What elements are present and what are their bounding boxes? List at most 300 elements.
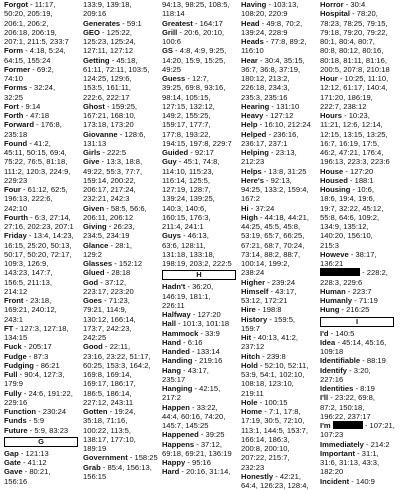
index-entry: Help - 16:10, 212:24 — [241, 120, 311, 130]
index-entry: 94:25, 133:2, 159:4, — [241, 185, 309, 194]
index-term: FT — [4, 323, 14, 333]
index-entry: 206:17, 217:24, — [83, 185, 136, 194]
index-entry: 73:14, 88:2, 88:7, — [241, 249, 301, 259]
index-term: Hang — [162, 365, 181, 375]
index-entry: 125:23, 125:24, — [83, 37, 136, 46]
index-entry: FT - 127:3, 127:18, — [4, 323, 69, 333]
index-entry: 207:22, 215:7, — [241, 453, 290, 463]
index-entry: 55:8, 64:6, 109:2, — [320, 212, 380, 222]
index-term: Happens — [162, 439, 195, 449]
index-entry: Full - 90:4, 127:3, — [4, 370, 65, 379]
index-entry: I'm - 107:21, — [320, 421, 395, 430]
index-term: Home — [241, 407, 263, 416]
index-entry: 124:25, 129:6, — [83, 74, 132, 83]
index-entry: 23:16, 23:22, 51:17, — [83, 351, 151, 361]
section-letter-header: G — [4, 437, 78, 447]
index-entry: Hammock - 33:9 — [162, 328, 220, 338]
index-term: Help — [241, 120, 258, 130]
index-entry: 50:20, 205:19, — [4, 9, 53, 19]
index-entry: Hanging - 42:15, — [162, 384, 221, 393]
index-entry: Identify - 3:20, — [320, 365, 371, 375]
index-term: Guided — [162, 148, 189, 157]
index-entry: 16:7, 16:19, 17:5, — [320, 138, 380, 148]
index-term: Guess — [162, 74, 186, 83]
index-entry: 173:7, 242:23, — [83, 323, 132, 333]
index-entry: 238:24 — [241, 268, 265, 278]
index-entry: 212:23 — [241, 157, 265, 167]
index-term: Happened — [162, 430, 199, 440]
index-entry: 31:6, 31:13, 43:3, — [320, 458, 380, 467]
index-entry: GS - 4:8, 4:9, 9:25, — [162, 46, 227, 56]
index-term: Former — [4, 64, 31, 74]
index-entry: 19:7, 32:22, 45:12, — [320, 203, 384, 213]
index-entry: Friday - 13:4, 14:23, — [4, 231, 74, 241]
index-entry: 236:17, 237:1 — [241, 138, 288, 148]
index-term: Handed — [162, 347, 190, 356]
index-term: Form — [4, 46, 23, 56]
index-entry: 234:5, 234:19 — [83, 231, 130, 241]
index-term: Identities — [320, 384, 354, 393]
index-entry: 64:15, 155:24 — [4, 55, 51, 65]
index-entry: 49:25 — [162, 64, 182, 74]
index-term: Forth — [4, 111, 24, 120]
index-entry: 127:11, 127:12 — [83, 46, 134, 56]
index-entry: Heads - 77:8, 89:2, — [241, 37, 307, 46]
index-term: Glance — [83, 240, 109, 250]
index-entry: Grab - 85:4, 156:13, — [83, 462, 152, 472]
index-entry: 107:23 — [320, 430, 344, 440]
index-entry: 235:18 — [4, 129, 28, 139]
index-entry: Give - 13:3, 18:8, — [83, 157, 143, 167]
index-entry: Forms - 32:24, — [4, 83, 56, 93]
index-entry: 211:4, 241:1 — [162, 222, 204, 231]
index-entry: 206:11, 206:12 — [83, 212, 134, 222]
index-term: Immediately — [320, 439, 364, 449]
index-entry: 146:19, 181:1, — [162, 291, 211, 301]
index-entry: Hard - 20:16, 31:14, — [162, 467, 231, 477]
index-entry: Government - 158:25 — [83, 453, 158, 463]
index-entry: 67:21, 68:7, 70:24, — [241, 240, 305, 250]
index-entry: Helping - 23:13, — [241, 148, 297, 157]
index-term: Hold — [241, 360, 258, 370]
index-term: Giovanne — [83, 129, 118, 139]
index-entry: 227:16 — [320, 374, 344, 384]
index-entry: - 228:2, — [320, 268, 398, 277]
index-entry: 16:15, 25:20, 50:13, — [4, 240, 72, 250]
index-term: Humanly — [320, 296, 353, 305]
index-term: Howeve — [320, 249, 349, 259]
index-entry: Gate - 41:12 — [4, 458, 47, 467]
index-term: Give — [83, 157, 100, 167]
index-entry: 111:2, 120:3, 224:9, — [4, 166, 71, 176]
index-term: Glued — [83, 268, 105, 278]
index-column-2 — [83, 0, 162, 481]
index-entry: 235:3, 235:16 — [241, 92, 288, 102]
index-term: Hit — [241, 333, 252, 342]
index-entry: 159:14, 200:22, — [83, 175, 136, 185]
index-entry: Important - 31:1, — [320, 448, 379, 458]
index-entry: 200:5, 207:8, 210:18 — [320, 64, 390, 74]
index-entry: 44:4, 60:16, 74:20, — [162, 411, 226, 421]
index-entry: Head - 49:8, 70:2, — [241, 18, 303, 28]
index-term: Hospital — [320, 9, 350, 19]
index-entry: 36:7, 36:8, 37:19, — [241, 64, 301, 74]
index-entry: 167:2 — [241, 194, 261, 204]
index-entry: Funds - 5:9 — [4, 416, 45, 426]
index-term: Happy — [162, 458, 186, 467]
index-term: Greatest — [162, 18, 193, 28]
index-entry: 186:5, 186:14, — [83, 388, 132, 398]
index-entry: 156:5, 211:13, — [4, 277, 52, 287]
index-term: Four — [4, 185, 21, 194]
index-term: Hour — [320, 74, 338, 83]
index-entry: 232:21, 242:3 — [83, 194, 130, 204]
index-entry: Glance - 28:1, — [83, 240, 132, 250]
index-term: Halfway — [162, 310, 191, 319]
index-entry: 109:18 — [320, 347, 344, 356]
index-term: Given — [83, 203, 105, 213]
index-entry: Higher - 239:24 — [241, 277, 296, 287]
index-entry: 217:2 — [162, 393, 182, 403]
index-entry: Fudging - 86:21 — [4, 360, 60, 370]
index-entry: 78:23, 78:25, 79:15, — [320, 18, 388, 28]
index-term: Government — [83, 453, 128, 463]
index-entry: Gap - 121:13 — [4, 448, 49, 458]
index-term: Fully — [4, 388, 22, 398]
index-entry: 14:20, 15:9, 15:25, — [162, 55, 226, 65]
index-entry: Fudge - 87:3 — [4, 351, 49, 361]
index-entry: 114:10, 115:23, — [162, 166, 214, 176]
index-term: Housing — [320, 185, 351, 194]
index-entry: Glued - 28:18 — [83, 268, 131, 278]
index-entry: 69:18, 69:21, 136:19 — [162, 448, 232, 458]
index-entry: 98:14, 105:15, — [162, 92, 211, 102]
index-entry: Incident - 140:9 — [320, 476, 375, 486]
index-entry: 207:1, 211:5, 233:7 — [4, 37, 69, 46]
index-entry: Front - 23:18, — [4, 296, 52, 305]
index-entry: Forward - 176:8, — [4, 120, 62, 130]
index-term: Front — [4, 296, 24, 305]
index-entry: Four - 61:12, 62:5, — [4, 185, 68, 194]
index-entry: 136:21 — [320, 259, 344, 268]
redaction-bar — [320, 268, 360, 276]
index-entry: 227:12, 243:11 — [83, 397, 134, 407]
section-letter-header: I — [320, 317, 394, 327]
index-term: Goes — [83, 296, 102, 305]
index-entry: 173:18, 173:20 — [83, 120, 134, 130]
index-column-5 — [320, 0, 399, 486]
index-entry: Hearing - 131:10 — [241, 101, 300, 111]
index-term: Handing — [162, 356, 193, 366]
index-entry: 127:15, 132:12, — [162, 101, 215, 111]
index-entry: 243:1 — [4, 314, 24, 324]
index-entry: 60:25, 153:3, 164:2, — [83, 360, 151, 370]
index-entry: 169:8, 169:14, — [83, 370, 132, 379]
index-entry: 232:23 — [241, 462, 265, 472]
index-entry: 87:2, 150:18, — [320, 402, 365, 412]
index-entry: 166:14, 186:3, — [241, 434, 290, 444]
index-entry: Identities - 8:19 — [320, 384, 375, 393]
index-entry: 179:9 — [4, 379, 24, 389]
index-term: Hear — [241, 55, 258, 65]
index-entry: Fuck - 205:17 — [4, 342, 52, 352]
index-entry: 140:20, 156:10, — [320, 231, 373, 241]
index-entry: Helped - 236:16, — [241, 129, 299, 139]
index-entry: 63:6, 128:11, — [162, 240, 206, 250]
index-term: Giving — [83, 222, 107, 231]
index-entry: Giovanne - 128:6, — [83, 129, 146, 139]
index-entry: 214:12 — [4, 286, 28, 296]
index-entry: GEO - 125:22, — [83, 27, 132, 37]
index-entry: Ghost - 159:25, — [83, 101, 138, 111]
index-term: History — [241, 314, 268, 324]
index-entry: 44:25, 45:5, 45:8, — [241, 222, 301, 231]
index-term: Fudging — [4, 360, 34, 370]
index-term: Helping — [241, 148, 269, 157]
index-entry: I'd - 140:5 — [320, 328, 355, 338]
index-entry: 200:8, 200:10, — [241, 444, 290, 453]
index-entry: 198:19, 203:2, 222:5 — [162, 259, 232, 268]
index-entry: 223:17, 223:20 — [83, 286, 134, 296]
index-entry: Identifiable - 88:19 — [320, 356, 386, 366]
index-entry: Hole - 100:15 — [241, 397, 288, 407]
index-entry: Guided - 92:17 — [162, 148, 214, 157]
index-entry: 80:18, 81:11, 81:16, — [320, 55, 387, 65]
index-column-3 — [162, 0, 241, 477]
index-entry: 143:23, 147:7, — [4, 268, 53, 278]
index-entry: 139:24, 139:25, — [162, 194, 215, 204]
index-term: Himself — [241, 286, 269, 296]
index-entry: 17:19, 30:5, 72:10, — [241, 416, 305, 426]
index-term: Guy — [162, 157, 177, 167]
index-entry: High - 44:18, 44:21, — [241, 212, 309, 222]
index-term: Getting — [83, 55, 110, 65]
index-entry: 169:21, 240:12, — [4, 305, 57, 315]
index-entry: 80:1, 80:4, 80:7, — [320, 37, 375, 46]
index-entry: 159:17, 177:7, — [162, 120, 211, 130]
index-entry: Getting - 45:18, — [83, 55, 138, 65]
index-entry: 237:12 — [241, 342, 265, 352]
index-term: Hi — [241, 203, 249, 213]
index-term: Happen — [162, 402, 190, 412]
index-entry: 113:1, 144:5, 153:7, — [241, 425, 308, 435]
index-entry: 228:3, 229:6 — [320, 277, 363, 287]
index-term: Human — [320, 286, 346, 296]
index-entry: Handed - 133:14 — [162, 347, 220, 356]
index-entry: 196:13, 223:3, 223:6 — [320, 157, 390, 167]
index-term: Gate — [4, 458, 21, 467]
index-entry: 27:16, 202:23, 207:1 — [4, 222, 74, 231]
index-entry: 39:25, 69:8, 93:16, — [162, 83, 226, 93]
index-entry: Forgot - 11:17, — [4, 0, 56, 9]
index-entry: Guys - 46:13, — [162, 231, 209, 241]
index-entry: 46:2, 47:21, 176:4, — [320, 148, 384, 157]
index-entry: 64:4, 126:23, 128:4, — [241, 481, 309, 490]
index-entry: Hand - 6:16 — [162, 337, 203, 347]
index-term: Hammock — [162, 328, 199, 338]
index-term: Gap — [4, 448, 19, 458]
index-entry: 12:15, 13:15, 13:25, — [320, 129, 388, 139]
index-entry: Hours - 10:23, — [320, 111, 370, 120]
index-term: I'd — [320, 328, 329, 338]
index-term: GEO — [83, 27, 100, 37]
index-entry: Goes - 71:23, — [83, 296, 130, 305]
index-term: Fourth — [4, 212, 29, 222]
index-entry: 129:2 — [83, 249, 103, 259]
index-term: Having — [241, 0, 267, 9]
index-entry: Guess - 12:7, — [162, 74, 209, 83]
index-term: House — [320, 166, 344, 176]
index-term: Forward — [4, 120, 34, 130]
index-entry: God - 37:12, — [83, 277, 127, 287]
index-entry: Former - 69:2, — [4, 64, 54, 74]
index-entry: 11:21, 12:6, 12:14, — [320, 120, 383, 130]
index-entry: Hold - 52:10, 52:11, — [241, 360, 309, 370]
index-entry: Horror - 30:4 — [320, 0, 366, 9]
index-term: Function — [4, 407, 37, 416]
index-entry: 235:17 — [162, 374, 186, 384]
index-term: Hanging — [162, 384, 193, 393]
index-entry: 45:11, 50:15, 69:4, — [4, 148, 67, 157]
index-entry: 156:16 — [4, 476, 28, 486]
index-entry: 177:8, 193:22, — [162, 129, 211, 139]
index-term: Gave — [4, 467, 23, 477]
index-entry: Greatest - 164:17 — [162, 18, 223, 28]
index-term: Helped — [241, 129, 267, 139]
index-term: Grill — [162, 27, 178, 37]
index-term: Hours — [320, 111, 342, 120]
index-entry: House - 127:20 — [320, 166, 374, 176]
index-entry: Here's - 92:13, — [241, 175, 292, 185]
index-term: Grab — [83, 462, 101, 472]
index-entry: Helps - 13:8, 31:25 — [241, 166, 307, 176]
index-entry: 79:21, 114:9, — [83, 305, 127, 315]
index-entry: 139:24, 228:9 — [241, 27, 288, 37]
index-entry: History - 159:5, — [241, 314, 296, 324]
index-term: Found — [4, 138, 28, 148]
index-entry: 127:19, 128:7, — [162, 185, 211, 194]
index-entry: 18:6, 19:4, 19:6, — [320, 194, 375, 204]
index-entry: Hour - 10:25, 11:10, — [320, 74, 389, 83]
index-entry: 226:18, 234:3, — [241, 83, 290, 93]
index-entry: Hire - 198:8 — [241, 305, 282, 315]
index-term: Generates — [83, 18, 121, 28]
index-entry: 169:17, 186:17, — [83, 379, 136, 389]
index-entry: 189:19 — [83, 444, 107, 453]
index-entry: Giving - 26:23, — [83, 222, 135, 231]
index-term: Hole — [241, 397, 258, 407]
index-term: Hitch — [241, 351, 260, 361]
index-entry: 222:7, 238:12 — [320, 101, 367, 111]
index-term: Full — [4, 370, 18, 379]
index-term: Friday — [4, 231, 27, 241]
index-entry: 75:22, 76:5, 81:18, — [4, 157, 68, 167]
index-entry: 53:12, 172:21 — [241, 296, 288, 305]
index-term: Hearing — [241, 101, 270, 111]
index-entry: Guy - 45:1, 74:8, — [162, 157, 220, 167]
index-entry: Handing - 219:16 — [162, 356, 223, 366]
index-entry: 134:15 — [4, 333, 28, 342]
index-entry: Hung - 216:25 — [320, 305, 370, 315]
index-term: Hire — [241, 305, 256, 315]
index-term: GS — [162, 46, 173, 56]
index-term: Heads — [241, 37, 264, 46]
index-term: I'll — [320, 393, 329, 403]
index-entry: 53:19, 65:7, 66:25, — [241, 231, 305, 241]
index-term: Fort — [4, 101, 19, 111]
index-entry: Humanly - 71:19 — [320, 296, 378, 305]
section-letter-header: H — [162, 270, 236, 280]
index-term: I'm — [320, 421, 331, 430]
index-term: Forgot — [4, 0, 29, 9]
index-entry: 206:1, 206:2, — [4, 18, 49, 28]
index-entry: Happens - 37:12, — [162, 439, 222, 449]
index-term: Funds — [4, 416, 27, 426]
index-term: Hadn't — [162, 282, 186, 292]
index-entry: 116:10 — [241, 46, 264, 56]
index-entry: Gotten - 19:24, — [83, 407, 136, 416]
index-entry: 12:12, 61:17, 140:4, — [320, 83, 388, 93]
index-term: Girls — [83, 148, 101, 157]
index-term: Helps — [241, 166, 262, 176]
index-entry: 209:16 — [83, 9, 107, 19]
index-term: Hand — [162, 337, 181, 347]
index-entry: Fort - 9:14 — [4, 101, 41, 111]
index-term: Hall — [162, 319, 176, 329]
index-entry: 156:15 — [83, 471, 107, 481]
index-entry: 171:20, 186:19, — [320, 92, 373, 102]
index-term: Identifiable — [320, 356, 361, 366]
index-term: Housed — [320, 175, 348, 185]
index-entry: Honestly - 42:21, — [241, 471, 301, 481]
index-column-4 — [241, 0, 320, 490]
index-term: Heavy — [241, 111, 264, 120]
index-entry: 242:25 — [83, 333, 107, 342]
index-term: Important — [320, 448, 356, 458]
index-entry: 79:18, 79:20, 79:22, — [320, 27, 388, 37]
index-entry: Girls - 222:5 — [83, 148, 127, 157]
index-entry: 145:7, 145:25 — [162, 421, 209, 430]
index-term: Idea — [320, 337, 336, 347]
index-entry: 229:16 — [4, 397, 28, 407]
index-entry: Housed - 188:1 — [320, 175, 374, 185]
index-entry: 109:3, 126:9, — [4, 259, 49, 268]
index-entry: 153:5, 161:11, — [83, 83, 131, 93]
index-term: Fuck — [4, 342, 22, 352]
index-entry: 49:22, 55:3, 77:7, — [83, 166, 143, 176]
index-entry: 140:3, 140:6, — [162, 203, 207, 213]
index-entry: Human - 223:7 — [320, 286, 372, 296]
index-entry: Heavy - 127:12 — [241, 111, 294, 120]
index-term: Incident — [320, 476, 350, 486]
index-entry: 100:22, 113:5, — [83, 425, 131, 435]
index-entry: 194:15, 197:8, 229:7 — [162, 138, 232, 148]
index-entry: 167:21, 168:10, — [83, 111, 136, 120]
index-entry: Grill - 20:6, 20:10, — [162, 27, 225, 37]
index-entry: Glasses - 152:12 — [83, 259, 143, 268]
index-entry: 32:25 — [4, 92, 24, 102]
index-entry: 35:18, 71:16, — [83, 416, 128, 426]
index-entry: Halfway - 127:20 — [162, 310, 221, 319]
index-term: Hard — [162, 467, 180, 477]
index-entry: Future - 5:9, 83:23 — [4, 425, 69, 435]
index-term: Head — [241, 18, 260, 28]
index-entry: Found - 41:2, — [4, 138, 51, 148]
index-entry: I'll - 23:22, 69:8, — [320, 393, 376, 403]
index-entry: Gave - 80:21, — [4, 467, 51, 477]
index-term: Future — [4, 425, 28, 435]
index-entry: Hitch - 239:8 — [241, 351, 286, 361]
